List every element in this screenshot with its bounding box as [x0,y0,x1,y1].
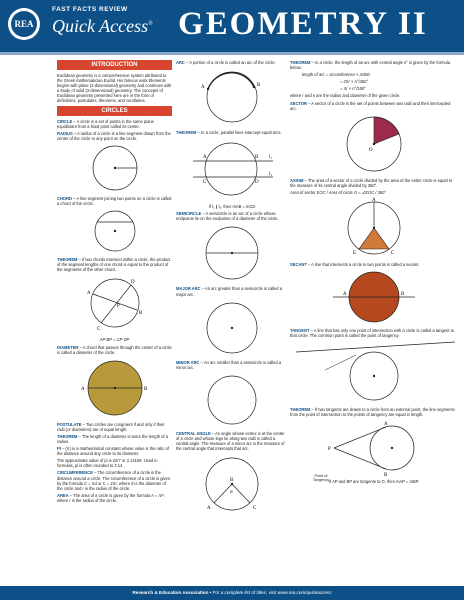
svg-text:l₂: l₂ [269,172,273,178]
svg-text:A: A [384,421,388,427]
svg-text:D: D [255,180,259,186]
sector-figure [329,113,419,175]
svg-text:A: A [201,85,205,91]
arc-formula-1: length of arc = circumference × n/360 [302,72,370,78]
circumference-definition: CIRCUMFERENCE – The circumference of a circle is the distance around a circle. The circumference of a circle is given by the formula C = πd or C = 2πr, where d is the diameter of the circle and r is the radius of the circle. [57,470,171,491]
product-name: Quick Access® [52,16,153,36]
area-definition: AREA – The area of a circle is given by the formula A = πr², where r is the radius of the circle. [57,492,165,503]
column-1 [57,60,172,505]
svg-text:B: B [138,311,142,317]
svg-text:C: C [391,251,395,257]
svg-text:B: B [401,292,405,298]
radius-definition: RADIUS – A radius of a circle is a line segment drawn from the center of the circle to any point on the circle. [57,130,171,141]
theorem-arc-length: THEOREM – In a circle, the length of an arc with central angle n° is given by the formula below. [290,60,451,71]
svg-text:A: A [207,506,211,512]
arc-figure [192,67,272,127]
pi-definition: PI – (π) is a mathematical constant whose value is the ratio of the distance around any circle to its diameter. [57,446,170,457]
central-angle-figure [192,453,272,515]
tangents-figure [324,420,424,476]
arc-formula-3: = πr × n°/180° [340,86,366,92]
svg-text:P: P [116,304,120,310]
series-label: FAST FACTS REVIEW [52,6,128,13]
diameter-figure [75,357,155,419]
svg-text:A: A [343,292,347,298]
svg-text:P: P [328,446,331,452]
arc-definition: ARC – A portion of a circle is called an arc of the circle. [176,60,276,65]
theorem-chords: THEOREM – If two chords intersect within a circle, the product of the segment lengths of one chord is equal to the product of the segments of the other chord. [57,257,171,273]
tangency-label: Point of Tangency [312,474,330,483]
column-3 [290,60,458,486]
rea-logo-icon [6,6,42,42]
intersecting-chords-figure [75,274,155,334]
theorem-parallel-formula: If l₁ ∥ l₂, then mAB = mCD [208,204,256,210]
svg-text:A: A [86,291,91,297]
page-title: GEOMETRY II [178,6,428,42]
theorem-tangents-formula: If AP and BP are tangents to O, then mAP = mBP. [328,478,420,484]
axiom-formula: Area of sector EOC / Area of circle O = ∠EOC / 360° [290,189,387,195]
svg-text:D: D [130,280,135,286]
intro-header: INTRODUCTION [57,60,172,70]
svg-text:A: A [80,386,85,392]
theorem-chords-formula: AP·BP = CP·DP [99,337,130,343]
svg-text:B: B [143,386,147,392]
svg-text:A: A [203,155,207,161]
arc-formula-2: = 2πr × n°/360° [340,79,369,85]
axiom-figure [329,197,419,259]
column-2 [176,60,288,518]
semicircle-figure [192,223,272,283]
semicircle-definition: SEMICIRCLE – A semicircle is an arc of a circle whose endpoints lie on the endpoints of a diameter of the circle. [176,211,279,222]
axiom: AXIOM – The area of a sector of a circle divided by the area of the entire circle is equal to the measure of its central angle divided by 360°. [290,177,453,188]
tangent-figure [290,340,458,404]
intro-text: Euclidean geometry is a comprehensive system attributed to the Greek mathematician Euclid. His famous work Elements begins with plane (2-dimensional) geometry and continues with a study of solid (3-dimensional) geometry. The concepts of Euclidean geometry presented here are in the form of definitions, postulates, theorems, and corollaries. [57,73,172,104]
svg-text:A: A [372,198,376,204]
chord-definition: CHORD – A line segment joining two points on a circle is called a chord of the circle. [57,195,172,207]
svg-text:O: O [369,147,373,153]
pi-approx: The approximate value of pi is 22/7 or 3.14159. Used in formulas, pi is often rounded to 3.14. [57,458,158,469]
footer-bar [0,586,464,600]
footer-publisher: Research & Education Association [132,590,209,595]
chord-figure [79,208,151,254]
minor-arc-figure [192,372,272,428]
parallel-lines-figure [187,137,277,201]
secant-definition: SECANT – A line that intersects a circle in two points is called a secant. [290,262,420,268]
svg-text:B: B [230,478,234,484]
major-arc-figure [192,299,272,357]
central-angle-definition: CENTRAL ANGLE – An angle whose vertex is at the center of a circle and whose legs lie along two radii is called a central angle. The measure of a minor arc is the measure of the central angle that intercepts that arc. [176,430,285,452]
theorem-tangents: THEOREM – If two tangents are drawn to a circle from an external point, the line segments from the point of intersection to the points of tangency are equal in length. [290,407,455,418]
logo-text: REA [14,19,34,29]
diameter-definition: DIAMETER – A chord that passes through the center of a circle is called a diameter of the circle. [57,344,172,355]
tangent-definition: TANGENT – A line that has only one point of intersection with a circle is called a tangent to that circle. The common point is called the point of tangency. [290,328,454,339]
svg-text:C: C [253,506,257,512]
svg-text:B: B [384,472,388,476]
theorem-parallel: THEOREM – In a circle, parallel lines intercept equal arcs. [176,130,282,136]
svg-text:E: E [353,251,357,257]
svg-text:l₁: l₁ [269,155,273,161]
header-rule [0,52,464,55]
circles-header: CIRCLES [57,106,172,116]
header-bar [0,0,464,52]
secant-figure [329,269,419,325]
svg-text:B: B [255,155,259,161]
svg-text:C: C [96,327,100,333]
postulate: POSTULATE – Two circles are congruent if and only if their radii (or diameters) are of equal length. [57,421,165,432]
svg-text:B: B [257,83,261,89]
radius-figure [79,143,151,193]
circle-definition: CIRCLE – A circle is a set of points in the same plane equidistant from a fixed point called its center. [57,118,154,129]
arc-note: where r and n are the radius and diameter of the given circle. [290,93,401,99]
footer-text: • For a complete list of titles, visit www.rea.com/quickaccess [208,590,332,595]
sector-definition: SECTOR – A sector of a circle is the set of points between two radii and their intercepted arc. [290,100,451,111]
svg-text:C: C [203,180,207,186]
svg-text:α: α [230,490,233,496]
minor-arc-definition: MINOR ARC – An arc smaller than a semicircle is called a minor arc. [176,359,282,370]
major-arc-definition: MAJOR ARC – An arc greater than a semicircle is called a major arc. [176,286,283,297]
theorem-diameter: THEOREM – The length of a diameter is twice the length of a radius. [57,433,168,444]
